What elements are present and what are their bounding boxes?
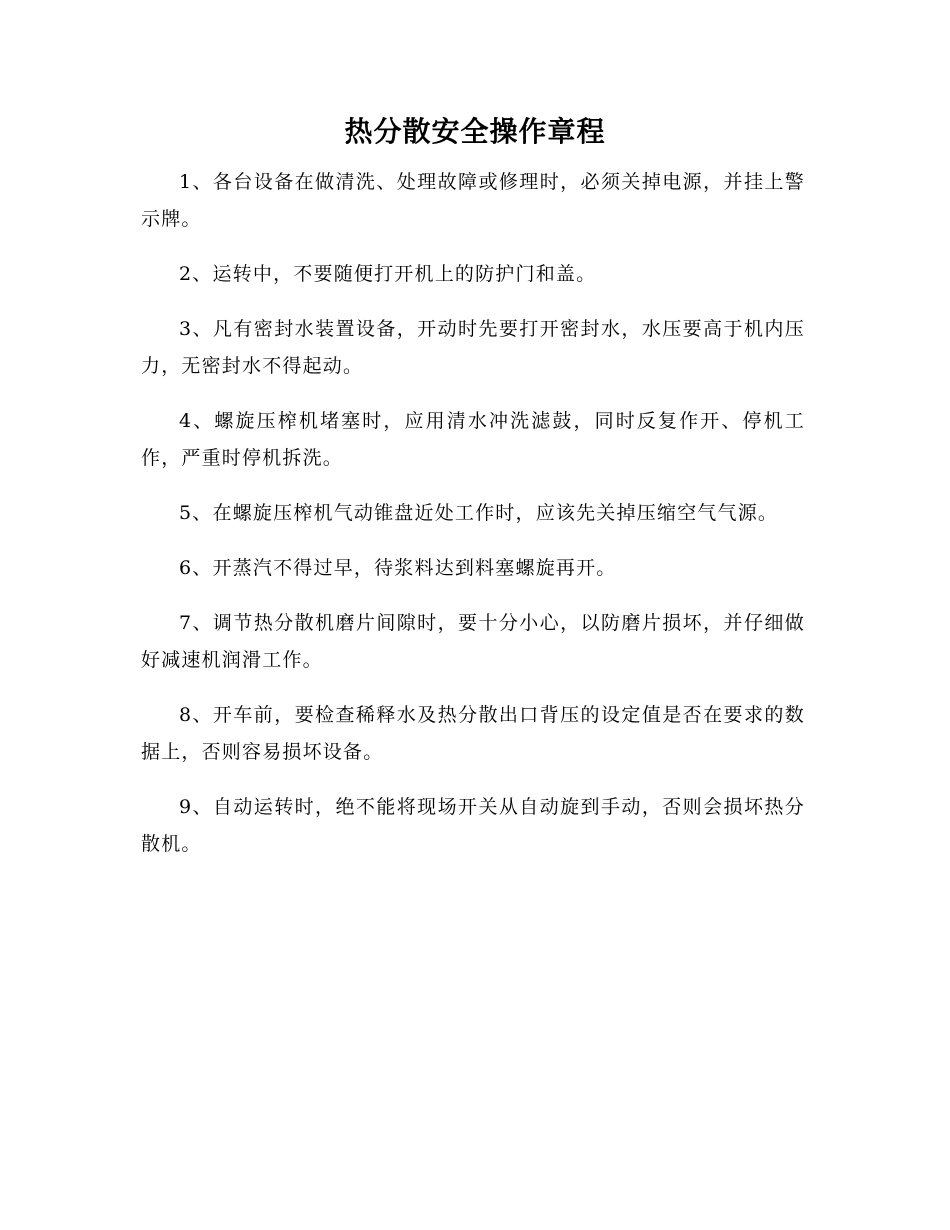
- paragraph-1: 1、各台设备在做清洗、处理故障或修理时，必须关掉电源，并挂上警示牌。: [141, 171, 805, 230]
- paragraph-5: 5、在螺旋压榨机气动锥盘近处工作时，应该先关掉压缩空气气源。: [179, 502, 779, 524]
- paragraph-6: 6、开蒸汽不得过早，待浆料达到料塞螺旋再开。: [179, 557, 617, 579]
- document-title: 热分散安全操作章程: [344, 115, 606, 148]
- paragraph-9: 9、自动运转时，绝不能将现场开关从自动旋到手动，否则会损坏热分散机。: [141, 796, 805, 855]
- paragraph-7: 7、调节热分散机磨片间隙时，要十分小心，以防磨片损坏，并仔细做好减速机润滑工作。: [141, 612, 805, 671]
- paragraph-3: 3、凡有密封水装置设备，开动时先要打开密封水，水压要高于机内压力，无密封水不得起动。: [141, 318, 805, 377]
- document-body: [141, 164, 805, 881]
- paragraph-4: 4、螺旋压榨机堵塞时，应用清水冲洗滤鼓，同时反复作开、停机工作，严重时停机拆洗。: [141, 410, 805, 469]
- paragraph-2: 2、运转中，不要随便打开机上的防护门和盖。: [179, 263, 597, 285]
- paragraph-8: 8、开车前，要检查稀释水及热分散出口背压的设定值是否在要求的数据上，否则容易损坏设备。: [141, 704, 805, 763]
